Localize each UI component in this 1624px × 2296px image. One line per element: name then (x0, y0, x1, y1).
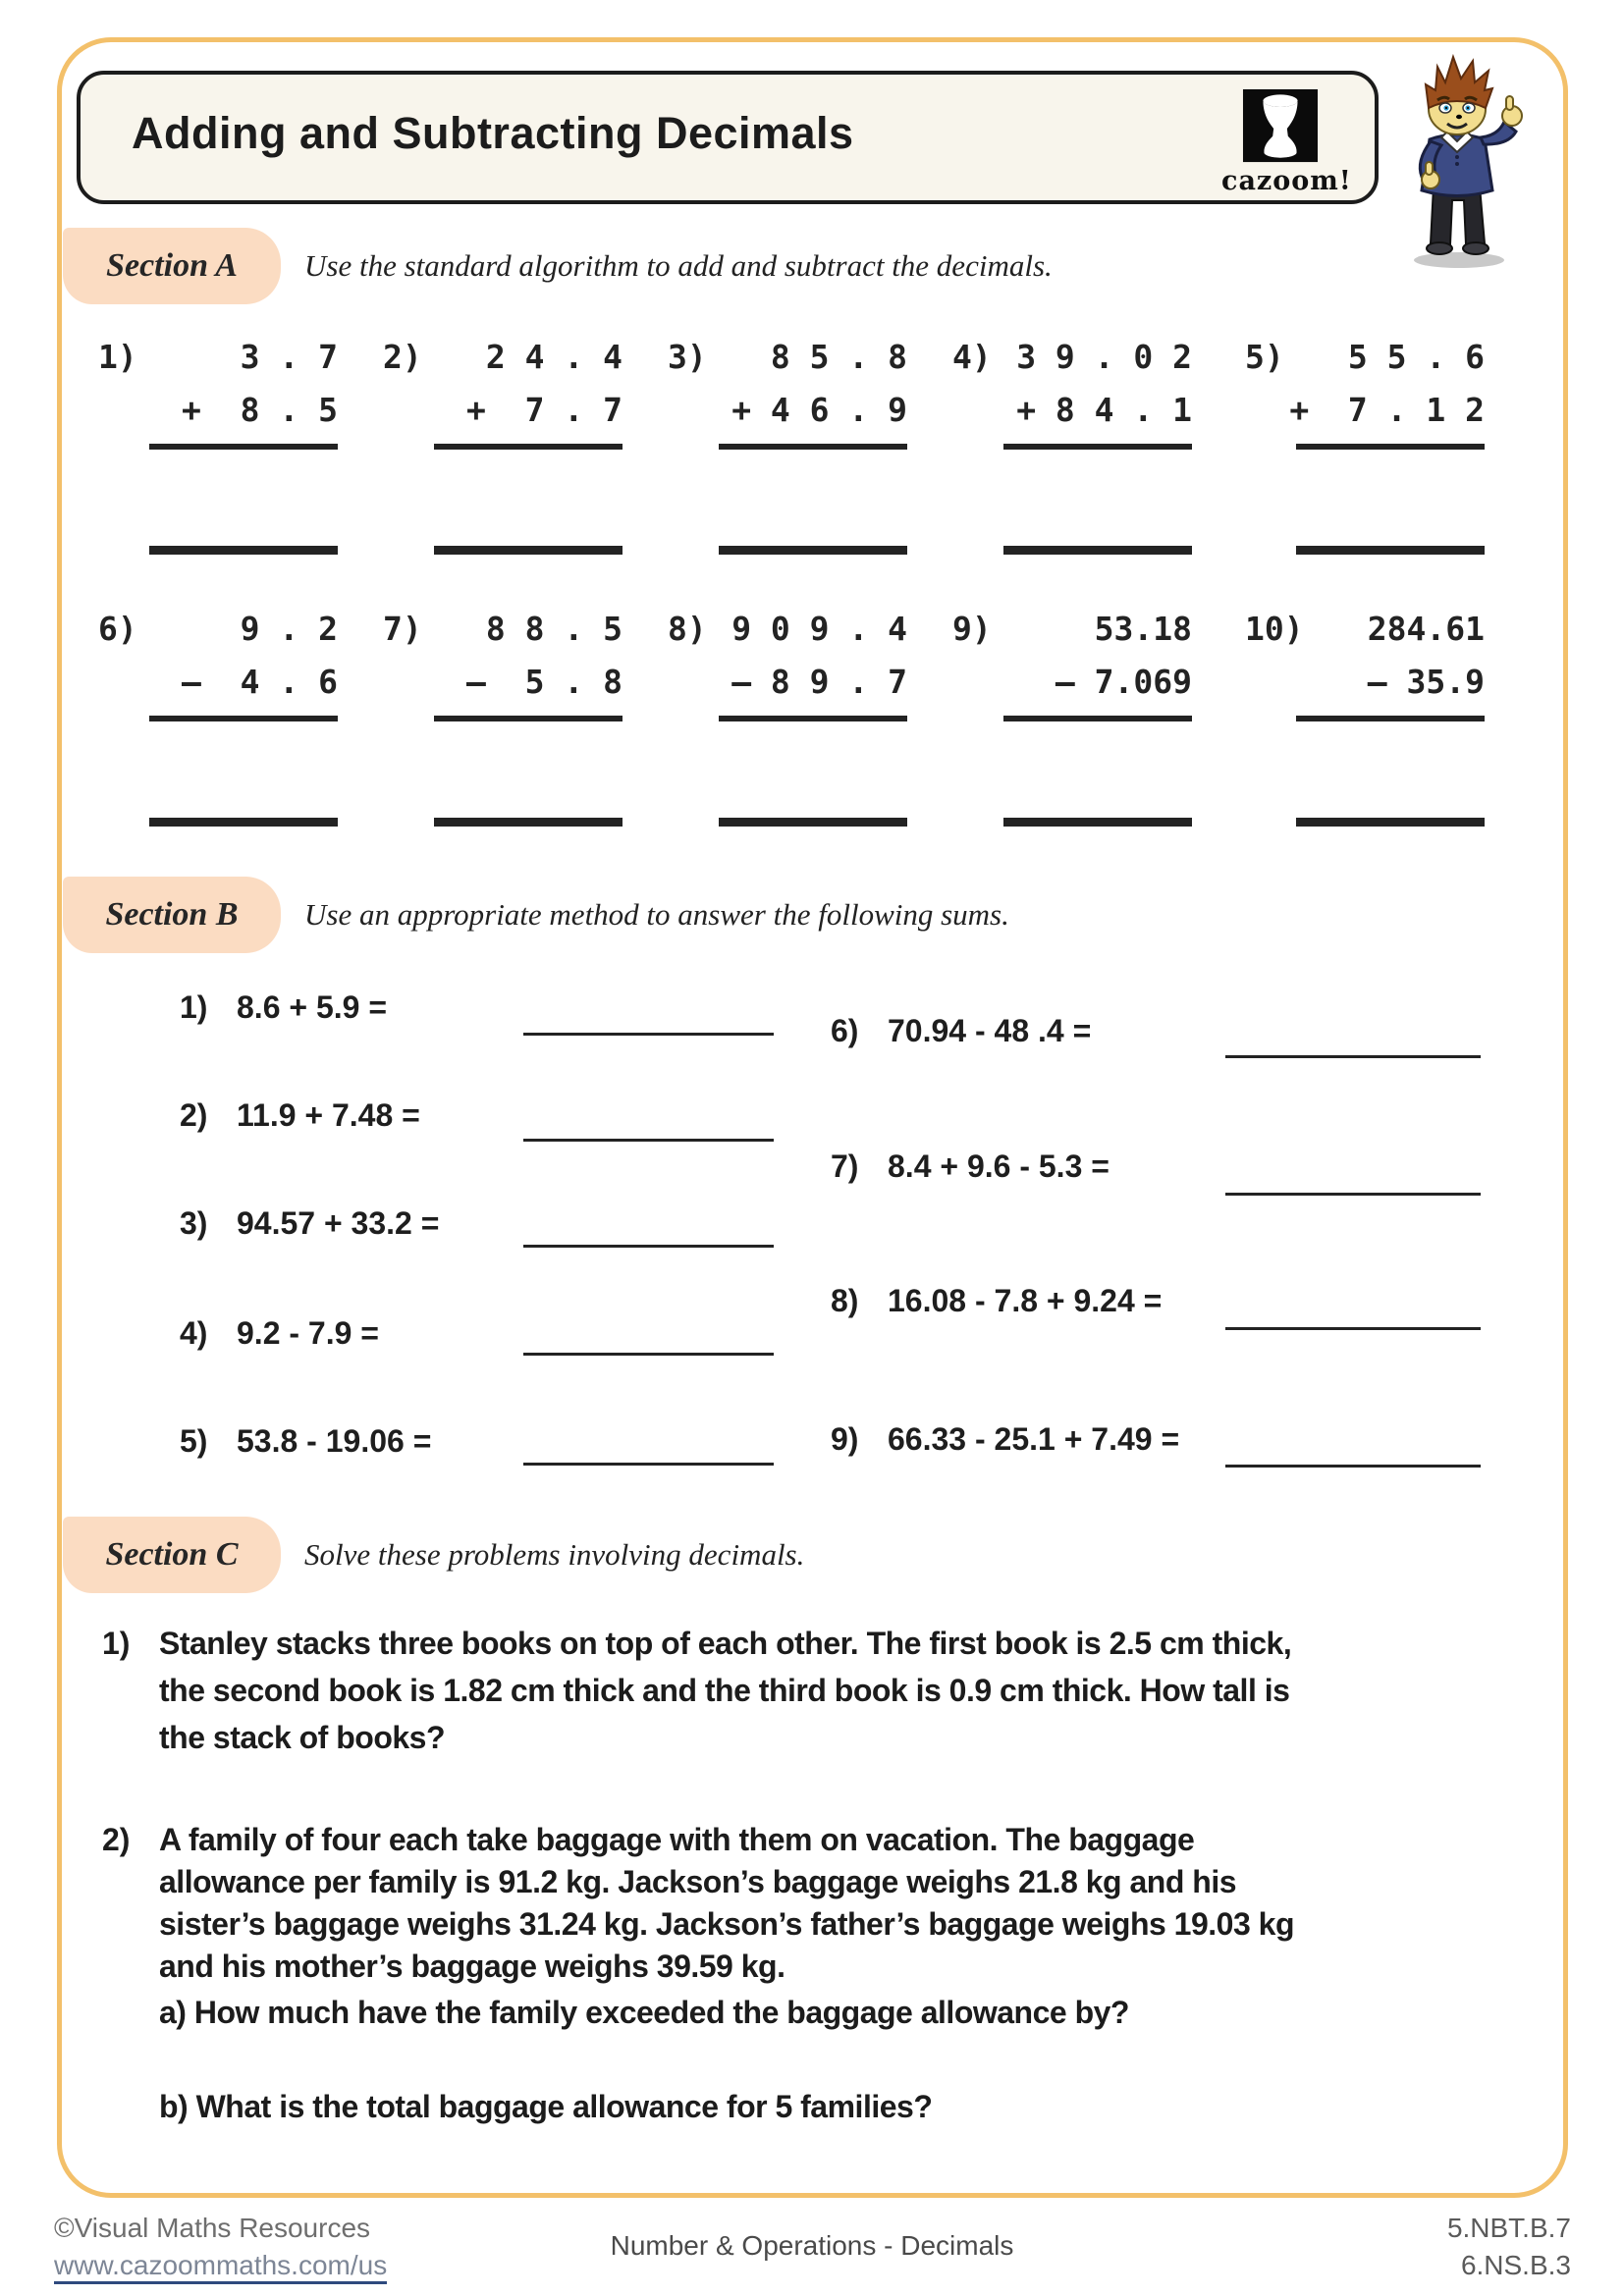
operand-top: 5 5 . 6 (1347, 338, 1485, 376)
problem-number: 3) (668, 338, 707, 376)
standard-code-1: 5.NBT.B.7 (1446, 2213, 1571, 2243)
expression: 11.9 + 7.48 = (237, 1097, 420, 1133)
operand-bottom: + 4 6 . 9 (731, 391, 907, 429)
operand-top: 8 5 . 8 (770, 338, 907, 376)
answer-line[interactable] (1003, 818, 1192, 827)
section-c-instruction: Solve these problems involving decimals. (304, 1537, 805, 1572)
sum-rule (1003, 444, 1192, 450)
problem-number: 5) (1245, 338, 1284, 376)
word-problem-2-number: 2) (102, 1822, 131, 1857)
problem-number: 2) (383, 338, 422, 376)
copyright-text: ©Visual Maths Resources (54, 2213, 371, 2243)
operand-bottom: + 7 . 7 (466, 391, 623, 429)
problem-number: 4) (952, 338, 992, 376)
section-a-label: Section A (106, 247, 238, 284)
item-number: 7) (831, 1148, 859, 1184)
item-number: 3) (180, 1205, 208, 1241)
expression: 9.2 - 7.9 = (237, 1315, 379, 1351)
expression: 70.94 - 48 .4 = (888, 1013, 1092, 1048)
sum-rule (434, 716, 623, 721)
operand-top: 9 . 2 (240, 610, 338, 648)
djembe-drum-icon (1241, 88, 1320, 165)
boy-thumbs-up-icon (1382, 51, 1540, 272)
answer-blank[interactable] (523, 1353, 774, 1356)
word-problem-1-line: the stack of books? (159, 1720, 445, 1755)
operand-top: 3 . 7 (240, 338, 338, 376)
item-number: 2) (180, 1097, 208, 1133)
logo-caption: cazoom! (1221, 166, 1352, 196)
answer-blank[interactable] (523, 1033, 774, 1036)
expression: 8.6 + 5.9 = (237, 989, 388, 1025)
sum-rule (434, 444, 623, 450)
algorithm-problem-10 (1245, 604, 1492, 835)
operand-top: 3 9 . 0 2 (1016, 338, 1192, 376)
algorithm-problem-4 (952, 332, 1200, 563)
word-problem-2-part-a: a) How much have the family exceeded the baggage allowance by? (159, 1995, 1129, 2030)
sum-rule (149, 716, 338, 721)
answer-blank[interactable] (1225, 1465, 1481, 1468)
operand-bottom: + 7 . 1 2 (1289, 391, 1485, 429)
operand-top: 9 0 9 . 4 (731, 610, 907, 648)
sum-rule (719, 444, 907, 450)
algorithm-problem-8 (668, 604, 915, 835)
answer-blank[interactable] (523, 1463, 774, 1466)
operand-top: 8 8 . 5 (485, 610, 623, 648)
algorithm-problem-6 (98, 604, 346, 835)
item-number: 8) (831, 1283, 859, 1318)
standard-code-2: 6.NS.B.3 (1460, 2250, 1571, 2280)
expression: 94.57 + 33.2 = (237, 1205, 440, 1241)
operand-bottom: + 8 4 . 1 (1016, 391, 1192, 429)
footer-topic-text: Number & Operations - Decimals (610, 2230, 1014, 2261)
item-number: 1) (180, 989, 208, 1025)
operand-bottom: – 8 9 . 7 (731, 663, 907, 701)
answer-line[interactable] (1003, 546, 1192, 555)
operand-top: 2 4 . 4 (485, 338, 623, 376)
section-b-instruction: Use an appropriate method to answer the following sums. (304, 897, 1009, 932)
answer-blank[interactable] (1225, 1055, 1481, 1058)
section-c-label: Section C (105, 1536, 239, 1573)
answer-line[interactable] (1296, 546, 1485, 555)
section-b-badge (63, 877, 281, 953)
page-title: Adding and Subtracting Decimals (132, 108, 854, 158)
section-a-instruction: Use the standard algorithm to add and subtract the decimals. (304, 248, 1053, 283)
operand-top: 53.18 (1094, 610, 1192, 648)
website-link-wrap (54, 2250, 387, 2281)
answer-blank[interactable] (523, 1139, 774, 1142)
operand-bottom: – 35.9 (1367, 663, 1485, 701)
item-number: 4) (180, 1315, 208, 1351)
word-problem-2-part-b: b) What is the total baggage allowance for 5 families? (159, 2089, 933, 2124)
item-number: 5) (180, 1423, 208, 1459)
section-b-label: Section B (105, 896, 239, 933)
word-problem-2-line: A family of four each take baggage with them on vacation. The baggage (159, 1822, 1195, 1857)
word-problem-1-line: the second book is 1.82 cm thick and the third book is 0.9 cm thick. How tall is (159, 1673, 1290, 1708)
operand-bottom: – 7.069 (1055, 663, 1192, 701)
section-c-badge (63, 1517, 281, 1593)
algorithm-problem-9 (952, 604, 1200, 835)
algorithm-problem-1 (98, 332, 346, 563)
problem-number: 10) (1245, 610, 1304, 648)
operand-bottom: – 4 . 6 (182, 663, 338, 701)
problem-number: 7) (383, 610, 422, 648)
expression: 8.4 + 9.6 - 5.3 = (888, 1148, 1110, 1184)
item-number: 9) (831, 1421, 859, 1457)
answer-line[interactable] (719, 546, 907, 555)
expression: 16.08 - 7.8 + 9.24 = (888, 1283, 1163, 1318)
answer-line[interactable] (1296, 818, 1485, 827)
problem-number: 8) (668, 610, 707, 648)
sum-rule (719, 716, 907, 721)
title-box (77, 71, 1379, 204)
sum-rule (1003, 716, 1192, 721)
algorithm-problem-2 (383, 332, 630, 563)
algorithm-problem-3 (668, 332, 915, 563)
website-link[interactable]: www.cazoommaths.com/us (54, 2250, 387, 2284)
answer-blank[interactable] (523, 1245, 774, 1248)
word-problem-1-number: 1) (102, 1626, 131, 1661)
expression: 53.8 - 19.06 = (237, 1423, 432, 1459)
word-problem-2-line: and his mother’s baggage weighs 39.59 kg. (159, 1949, 785, 1984)
problem-number: 1) (98, 338, 137, 376)
operand-bottom: – 5 . 8 (466, 663, 623, 701)
section-a-badge (63, 228, 281, 304)
item-number: 6) (831, 1013, 859, 1048)
word-problem-1-line: Stanley stacks three books on top of each other. The first book is 2.5 cm thick, (159, 1626, 1292, 1661)
algorithm-problem-5 (1245, 332, 1492, 563)
answer-blank[interactable] (1225, 1327, 1481, 1330)
expression: 66.33 - 25.1 + 7.49 = (888, 1421, 1180, 1457)
problem-number: 6) (98, 610, 137, 648)
problem-number: 9) (952, 610, 992, 648)
sum-rule (149, 444, 338, 450)
sum-rule (1296, 716, 1485, 721)
cazoom-logo (1221, 88, 1352, 196)
word-problem-2-line: allowance per family is 91.2 kg. Jackson’s baggage weighs 21.8 kg and his (159, 1864, 1236, 1899)
answer-line[interactable] (149, 818, 338, 827)
word-problem-2-line: sister’s baggage weighs 31.24 kg. Jackson’s father’s baggage weighs 19.03 kg (159, 1906, 1294, 1942)
algorithm-problem-7 (383, 604, 630, 835)
answer-line[interactable] (434, 818, 623, 827)
operand-top: 284.61 (1367, 610, 1485, 648)
answer-line[interactable] (149, 546, 338, 555)
answer-blank[interactable] (1225, 1193, 1481, 1196)
answer-line[interactable] (719, 818, 907, 827)
answer-line[interactable] (434, 546, 623, 555)
operand-bottom: + 8 . 5 (182, 391, 338, 429)
sum-rule (1296, 444, 1485, 450)
